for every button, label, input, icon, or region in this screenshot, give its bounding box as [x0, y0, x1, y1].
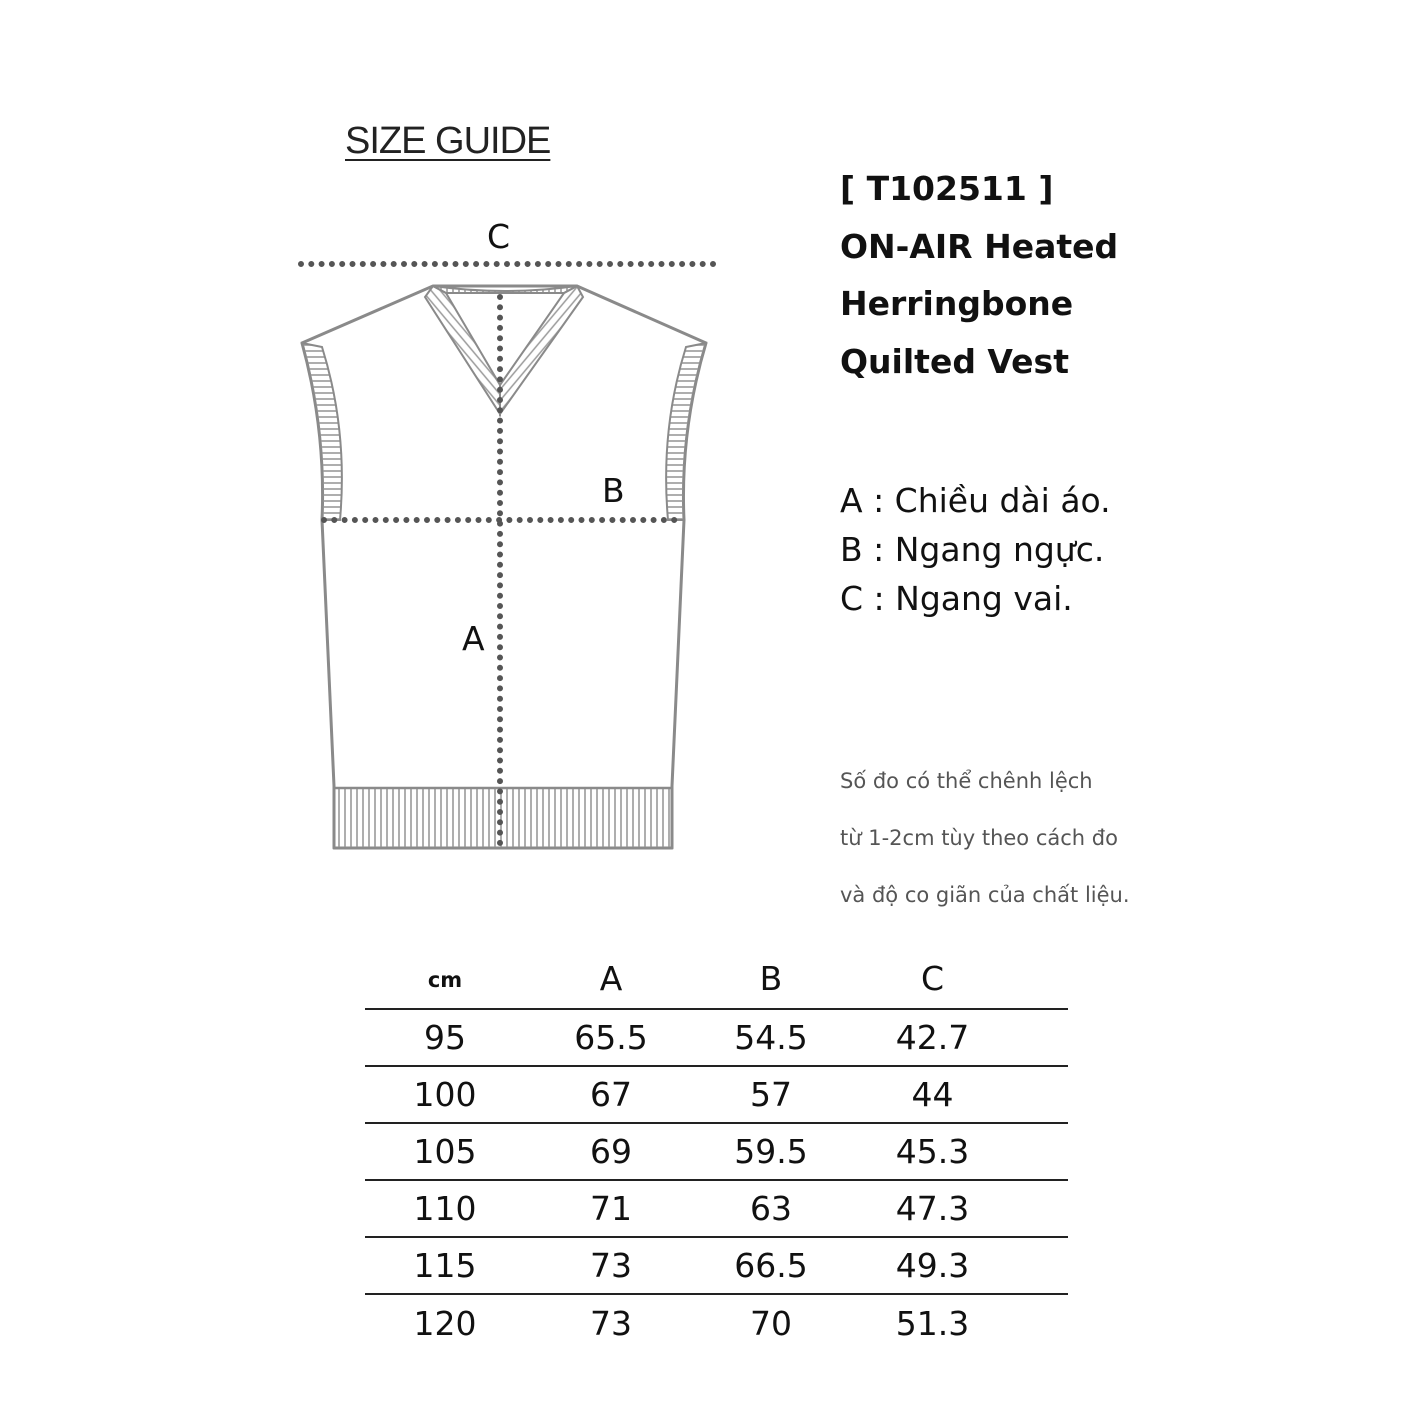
spacer-cell	[1020, 1123, 1068, 1180]
b-cell: 59.5	[697, 1123, 845, 1180]
product-code: [ T102511 ]	[840, 169, 1054, 208]
legend-item-c: C : Ngang vai.	[840, 579, 1073, 618]
spacer-cell	[1020, 1237, 1068, 1294]
size-cell: 115	[365, 1237, 525, 1294]
table-row	[365, 1180, 1068, 1237]
product-name-line: Herringbone	[840, 284, 1074, 323]
label-a: A	[462, 619, 485, 658]
c-cell: 47.3	[845, 1180, 1020, 1237]
a-cell: 69	[525, 1123, 697, 1180]
size-cell: 105	[365, 1123, 525, 1180]
size-cell: 110	[365, 1180, 525, 1237]
legend-item-b: B : Ngang ngực.	[840, 530, 1105, 569]
size-guide-title: SIZE GUIDE	[345, 120, 551, 162]
note-line: từ 1-2cm tùy theo cách đo	[840, 826, 1118, 850]
b-cell: 66.5	[697, 1237, 845, 1294]
hem-rib	[334, 788, 672, 848]
header-a: A	[599, 959, 623, 998]
note-line: và độ co giãn của chất liệu.	[840, 883, 1130, 907]
size-cell: 95	[365, 1009, 525, 1066]
header-spacer	[1020, 953, 1068, 1009]
vest-outline	[302, 286, 706, 848]
c-cell: 42.7	[845, 1009, 1020, 1066]
a-cell: 73	[525, 1294, 697, 1351]
b-cell: 70	[697, 1294, 845, 1351]
c-cell: 45.3	[845, 1123, 1020, 1180]
label-b: B	[602, 471, 625, 510]
b-cell: 54.5	[697, 1009, 845, 1066]
neck-rib-left	[425, 286, 500, 414]
table-header-row	[365, 953, 1068, 1009]
a-cell: 65.5	[525, 1009, 697, 1066]
product-info	[840, 160, 1360, 390]
table-row	[365, 1009, 1068, 1066]
b-cell: 57	[697, 1066, 845, 1123]
header-unit: cm	[427, 968, 463, 992]
b-cell: 63	[697, 1180, 845, 1237]
spacer-cell	[1020, 1180, 1068, 1237]
table-row	[365, 1294, 1068, 1351]
header-c: C	[920, 959, 945, 998]
table-row	[365, 1066, 1068, 1123]
neck-rib-right	[500, 286, 583, 414]
measurement-legend	[840, 476, 1111, 623]
product-name-line: Quilted Vest	[840, 341, 1069, 381]
a-cell: 73	[525, 1237, 697, 1294]
note-line: Số đo có thể chênh lệch	[840, 769, 1093, 793]
spacer-cell	[1020, 1009, 1068, 1066]
size-cell: 100	[365, 1066, 525, 1123]
a-cell: 67	[525, 1066, 697, 1123]
product-name-line: ON-AIR Heated	[840, 226, 1119, 266]
measurement-note	[840, 753, 1130, 924]
spacer-cell	[1020, 1066, 1068, 1123]
c-cell: 49.3	[845, 1237, 1020, 1294]
size-table	[365, 953, 1068, 1351]
label-c: C	[487, 217, 511, 256]
size-cell: 120	[365, 1294, 525, 1351]
c-cell: 51.3	[845, 1294, 1020, 1351]
left-armhole-rib	[302, 343, 342, 520]
a-cell: 71	[525, 1180, 697, 1237]
table-row	[365, 1237, 1068, 1294]
table-row	[365, 1123, 1068, 1180]
header-b: B	[759, 959, 783, 998]
legend-item-a: A : Chiều dài áo.	[840, 481, 1111, 520]
spacer-cell	[1020, 1294, 1068, 1351]
c-cell: 44	[845, 1066, 1020, 1123]
